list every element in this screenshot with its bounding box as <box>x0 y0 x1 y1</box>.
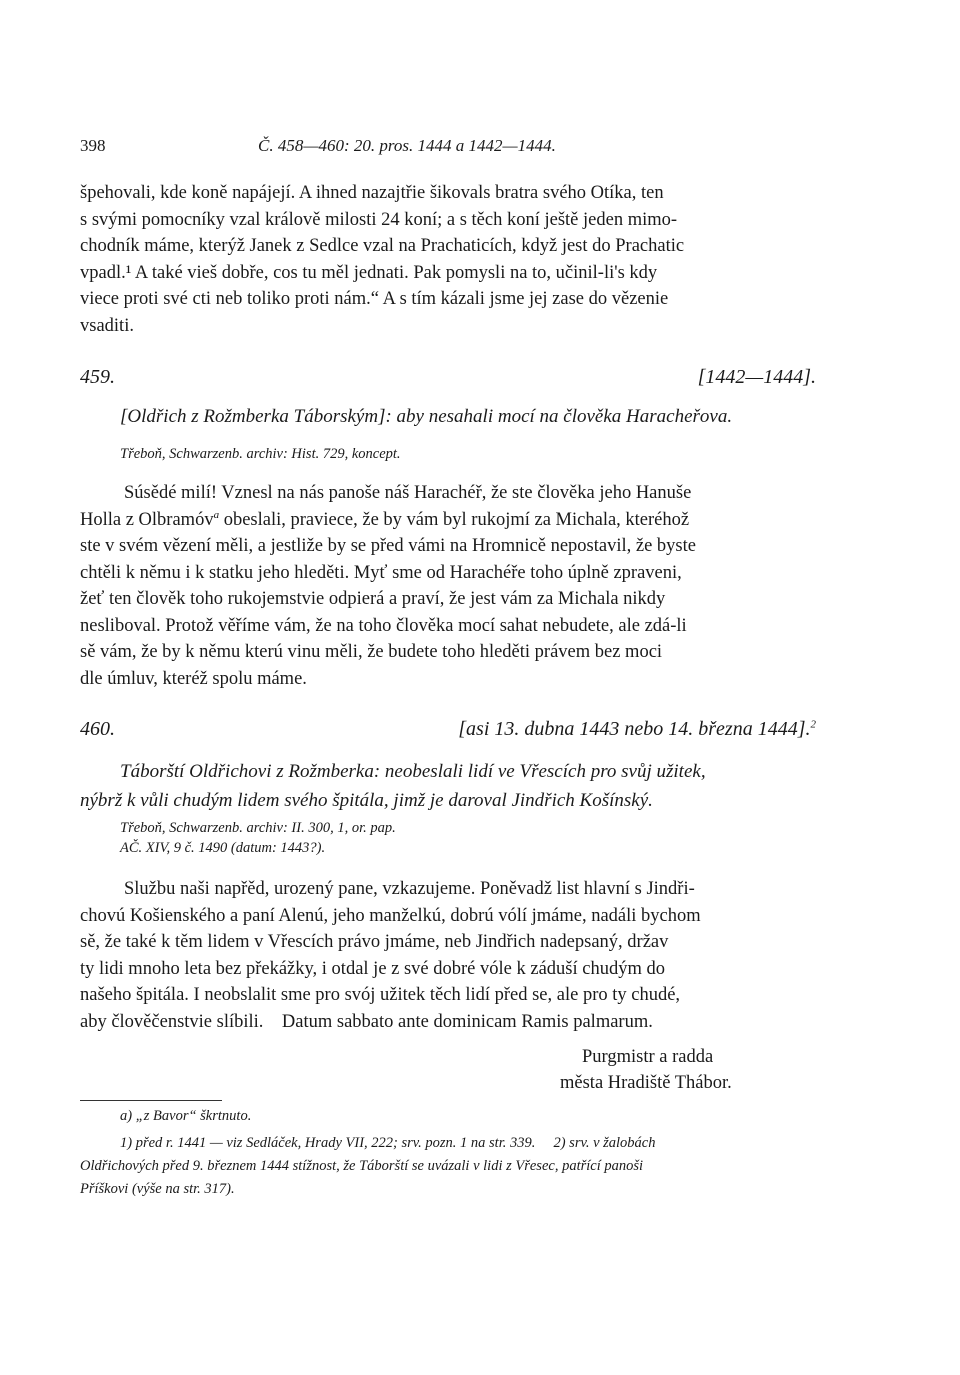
footnote-mark: a <box>213 508 220 521</box>
text-line: Súsědé milí! Vznesl na nás panoše náš Harachéř, že ste člověka jeho Hanuše <box>124 483 692 503</box>
document-460-text <box>80 876 816 1035</box>
footnotes-numbered <box>80 1132 816 1201</box>
document-date: [1442—1444]. <box>697 366 816 388</box>
text-line: nesliboval. Protož věříme vám, že na toho člověka mocí sahat nebudete, ale zdá-li <box>80 615 687 636</box>
footnote-mark: 2 <box>810 718 816 731</box>
text-line: sě vám, že by k němu kterú vinu měli, že budete toho hleděti právem bez moci <box>80 642 663 662</box>
regest-line: nýbrž k vůli chudým lidem svého špitála, jimž je daroval Jindřich Košínský. <box>80 790 653 811</box>
text-line: chovú Košienského a paní Alenú, jeho manželkú, dobrú vólí jmáme, nadáli bychom <box>80 905 701 926</box>
text-line: chtěli k němu i k statku jeho hleděti. Myť sme od Harachéře toho úplně zpraveni, <box>80 562 682 583</box>
signature-line: města Hradiště Thábor. <box>560 1073 732 1093</box>
text-line: aby člověčenstvie slíbili. Datum sabbato ante dominicam Ramis palmarum. <box>80 1011 653 1032</box>
source-line: AČ. XIV, 9 č. 1490 (datum: 1443?). <box>120 840 326 856</box>
footnote-line: 1) před r. 1441 — viz Sedláček, Hrady VII, 222; srv. pozn. 1 na str. 339. 2) srv. v žalobách <box>120 1135 656 1151</box>
document-459-text <box>80 480 816 692</box>
document-459-source: Třeboň, Schwarzenb. archiv: Hist. 729, koncept. <box>120 446 401 462</box>
document-459-heading <box>80 366 816 396</box>
text-line: viece proti své cti neb toliko proti nám.“ A s tím kázali jsme jej zase do vězenie <box>80 289 669 309</box>
text-line: špehovali, kde koně napájejí. A ihned nazajtřie šikovals bratra svého Otíka, ten <box>80 183 664 203</box>
text-segment: Holla z Olbramóv <box>80 509 214 530</box>
running-header <box>80 136 880 164</box>
text-line <box>80 507 816 534</box>
source-line: Třeboň, Schwarzenb. archiv: II. 300, 1, or. pap. <box>120 820 396 836</box>
document-460-regest <box>80 757 820 815</box>
document-460-heading <box>80 718 816 748</box>
text-line: chodník máme, kterýž Janek z Sedlce vzal na Prachaticích, když jest do Prachatic <box>80 236 685 256</box>
text-line: Službu naši napřěd, urozený pane, vzkazujeme. Poněvadž list hlavní s Jindři- <box>124 879 695 899</box>
regest-line: Táborští Oldřichovi z Rožmberka: neobeslali lidí ve Vřescích pro svůj užitek, <box>120 761 706 782</box>
document-460-sources <box>120 818 396 858</box>
date-text: [asi 13. dubna 1443 nebo 14. března 1444]. <box>458 718 811 740</box>
text-line: ty lidi mnoho leta bez překážky, i otdal je z své dobré vóle k záduší chudým do <box>80 958 665 979</box>
footnote-line: Oldřichových před 9. březnem 1444 stížnost, že Táborští se uvázali v lidi z Vřesec, patřící panoši <box>80 1158 644 1174</box>
text-line: žeť ten člověk toho rukojemstvie odpierá a praví, že jest vám za Michala nikdy <box>80 589 666 609</box>
running-title: Č. 458—460: 20. pros. 1444 a 1442—1444. <box>258 136 556 155</box>
footnote-line: Příškovi (výše na str. 317). <box>80 1181 235 1197</box>
footnote-divider <box>80 1100 222 1101</box>
text-line: našeho špitála. I neobslalit sme pro svój užitek těch lidí před se, ale pro ty chudé, <box>80 985 681 1005</box>
page-number: 398 <box>80 136 106 155</box>
document-date <box>458 718 816 741</box>
document-459-regest: [Oldřich z Rožmberka Táborským]: aby nesahali mocí na člověka Haracheřova. <box>120 406 733 427</box>
continuation-paragraph <box>80 180 816 339</box>
text-line: dle úmluv, kteréž spolu máme. <box>80 668 307 689</box>
text-line: ste v svém vězení měli, a jestliže by se před vámi na Hromnicě nepostavil, že byste <box>80 536 696 556</box>
text-line: sě, že také k těm lidem v Vřescích právo jmáme, neb Jindřich nadepsaný, držav <box>80 932 669 952</box>
signature-line: Purgmistr a radda <box>582 1047 714 1067</box>
text-line: s svými pomocníky vzal králově milosti 24 koní; a s těch koní ještě jeden mimo- <box>80 209 678 230</box>
document-number: 459. <box>80 366 115 388</box>
text-line: vpadl.¹ A také vieš dobře, cos tu měl jednati. Pak pomysli na to, učinil-li's kdy <box>80 262 658 283</box>
footnote-a: a) „z Bavor“ škrtnuto. <box>120 1108 252 1124</box>
document-number: 460. <box>80 718 115 740</box>
text-line: vsaditi. <box>80 315 134 336</box>
signature-block <box>560 1044 840 1096</box>
text-segment: obeslali, praviece, že by vám byl rukojmí za Michala, kteréhož <box>223 509 690 530</box>
